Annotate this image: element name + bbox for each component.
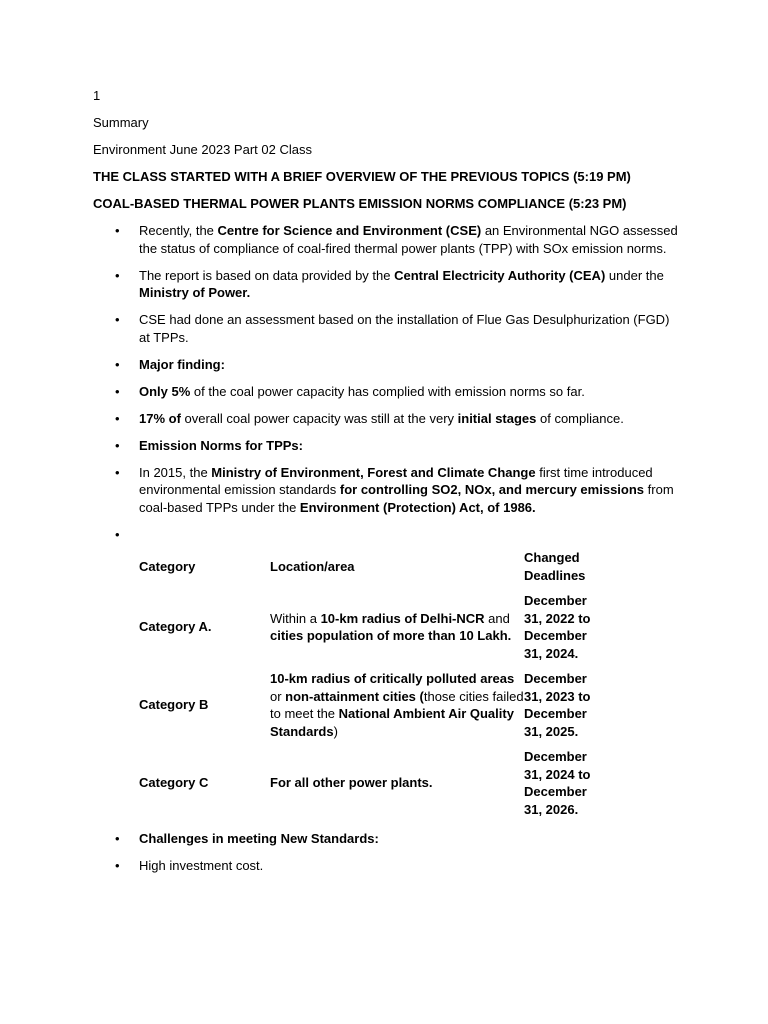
text-run: an Environmental NGO assessed the status of compliance of coal-fired thermal power plants (TPP) with SOx emission norms. [139,223,678,256]
emission-norms-table [139,545,599,822]
bullet-icon: • [115,831,120,846]
text-run: In 2015, the [139,464,212,480]
text-run: overall coal power capacity was still at the very [180,410,458,426]
text-run-bold: non-attainment cities ( [285,688,424,704]
class-title: Environment June 2023 Part 02 Class [93,142,312,157]
location-cell [270,666,524,744]
list-item [93,410,683,428]
text-run: ) [333,723,338,739]
text-run-bold: for controlling SO2, NOx, and mercury emissions [339,482,645,497]
deadline-cell: December 31, 2022 to December 31, 2024. [524,593,591,661]
text-run-bold: 10-km radius of Delhi-NCR [320,610,485,626]
list-item [93,267,683,302]
bullet-icon: • [115,410,120,426]
deadline-cell: December 31, 2023 to December 31, 2025. [524,671,591,739]
bullet-icon: • [115,437,120,453]
text-run: High investment cost. [139,858,264,873]
text-run-bold: Major finding: [139,356,225,372]
category-cell: Category C [139,775,209,791]
text-run-bold: 17% of [139,410,181,426]
text-run-bold: For all other power plants. [270,775,433,791]
text-run-bold: Ministry of Power. [139,285,251,300]
text-run-bold: Environment (Protection) Act, of 1986. [299,499,536,515]
category-cell: Category A. [139,619,212,635]
text-run-bold: National Ambient Air Quality Standards [270,706,514,739]
text-run: and [484,610,510,626]
table-row [139,666,599,744]
bullet-icon: • [115,267,120,283]
bullet-icon: • [115,464,120,480]
list-item [93,222,683,257]
text-run: from coal-based TPPs under the [139,482,674,515]
table-row [139,744,599,822]
text-run-bold: initial stages [457,410,537,426]
location-cell [270,588,524,666]
text-run: Recently, the [139,223,218,238]
emission-norms-table-wrap [93,545,683,822]
bullet-icon: • [115,312,120,327]
text-run-bold: 10-km radius of critically polluted areas [270,671,515,686]
text-run: those cities failed to meet the [270,688,524,721]
list-item [93,464,683,517]
text-run-bold: Central Electricity Authority (CEA) [394,267,606,283]
header-location: Location/area [270,558,355,574]
bullet-icon: • [115,223,120,238]
list-item [93,356,683,374]
deadline-cell: December 31, 2024 to December 31, 2026. [524,749,591,817]
text-run-bold: Centre for Science and Environment (CSE) [217,223,482,238]
text-run: Within a [270,610,321,626]
list-item [93,383,683,401]
text-run: The report is based on data provided by the [139,267,395,283]
text-run-bold: cities population of more than 10 Lakh. [270,628,512,643]
text-run: or [270,688,286,704]
text-run-bold: Only 5% [139,383,191,399]
summary-label: Summary [93,115,149,130]
bullet-list [93,222,683,543]
document-page [93,87,683,884]
bullet-icon: • [115,383,120,399]
text-run: of compliance. [536,410,624,426]
text-run-bold: Emission Norms for TPPs: [139,437,303,453]
heading-overview: THE CLASS STARTED WITH A BRIEF OVERVIEW OF THE PREVIOUS TOPICS (5:19 PM) [93,169,631,184]
text-run: CSE had done an assessment based on the installation of Flue Gas Desulphurization (FGD) at TPPs. [139,312,670,345]
location-cell [270,744,524,822]
text-run: under the [605,267,664,283]
heading-compliance: COAL-BASED THERMAL POWER PLANTS EMISSION NORMS COMPLIANCE (5:23 PM) [93,196,627,211]
category-cell: Category B [139,697,209,713]
text-run: first time introduced environmental emission standards [139,464,653,497]
text-run-bold: Challenges in meeting New Standards: [139,831,379,846]
bullet-icon: • [115,526,120,542]
header-deadlines: Changed Deadlines [524,550,586,583]
table-row [139,588,599,666]
bullet-icon: • [115,356,120,372]
list-item [93,857,683,875]
text-run: of the coal power capacity has complied with emission norms so far. [190,383,585,399]
list-item [93,437,683,455]
list-item [93,526,683,544]
header-category: Category [139,558,196,574]
text-run-bold: Ministry of Environment, Forest and Climate Change [211,464,536,480]
table-header-row [139,545,599,588]
list-item [93,830,683,848]
bullet-icon: • [115,858,120,873]
bullet-list-challenges [93,830,683,875]
page-number: 1 [93,88,101,103]
list-item [93,311,683,346]
